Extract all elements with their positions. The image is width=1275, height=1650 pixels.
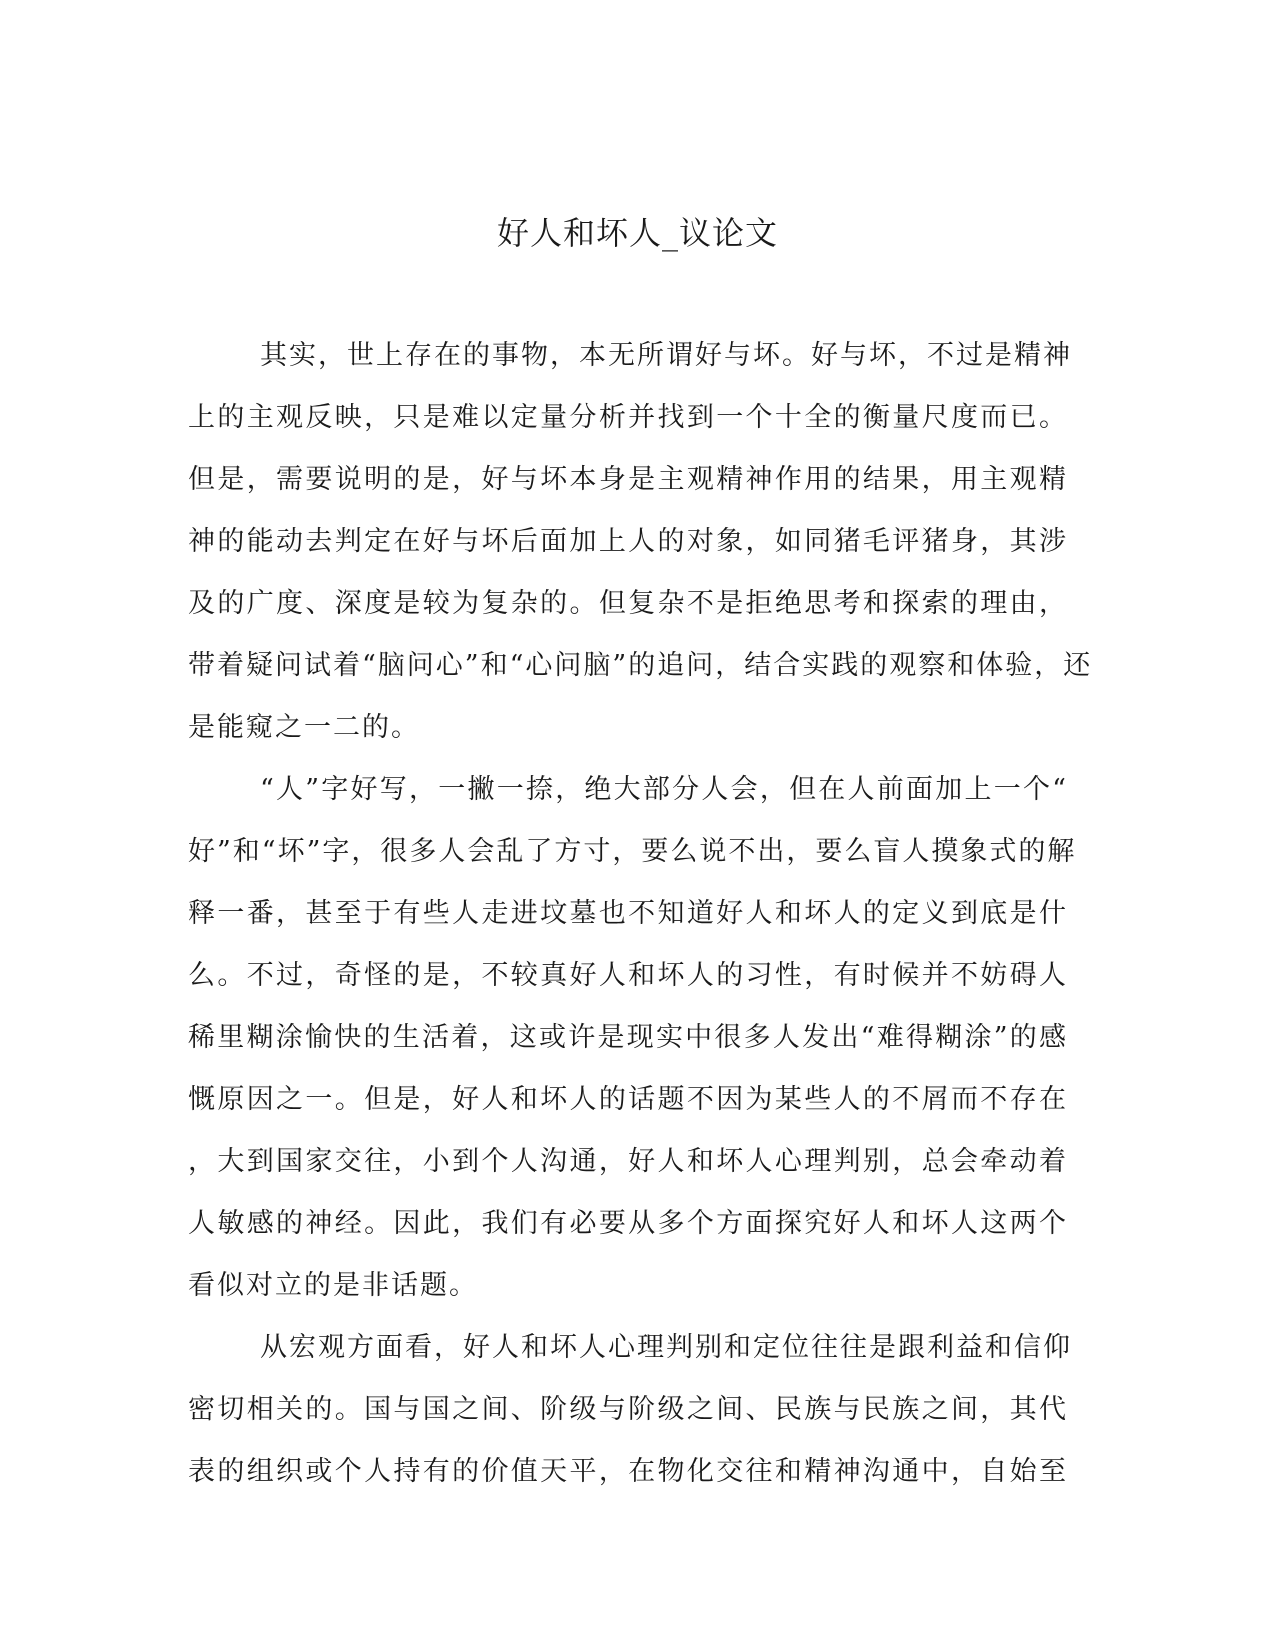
text-line: 密切相关的。国与国之间、阶级与阶级之间、民族与民族之间，其代 (188, 1394, 1068, 1425)
text-line: 及的广度、深度是较为复杂的。但复杂不是拒绝思考和探索的理由， (188, 588, 1068, 619)
text-line: 带着疑问试着“脑问心”和“心问脑”的追问，结合实践的观察和体验，还 (188, 650, 1093, 681)
text-line: 表的组织或个人持有的价值天平，在物化交往和精神沟通中，自始至 (188, 1456, 1068, 1487)
text-line: 从宏观方面看，好人和坏人心理判别和定位往往是跟利益和信仰 (260, 1332, 1072, 1363)
text-line: 人敏感的神经。因此，我们有必要从多个方面探究好人和坏人这两个 (188, 1208, 1068, 1239)
text-line: 好”和“坏”字，很多人会乱了方寸，要么说不出，要么盲人摸象式的解 (188, 836, 1077, 867)
text-line: 慨原因之一。但是，好人和坏人的话题不因为某些人的不屑而不存在 (188, 1084, 1068, 1115)
text-line: 其实，世上存在的事物，本无所谓好与坏。好与坏，不过是精神 (260, 340, 1072, 371)
document-title: 好人和坏人_议论文 (496, 214, 778, 252)
document-body (188, 325, 1093, 1503)
text-line: 么。不过，奇怪的是，不较真好人和坏人的习性，有时候并不妨碍人 (188, 960, 1068, 991)
text-line: 看似对立的是非话题。 (188, 1270, 478, 1301)
text-line: 是能窥之一二的。 (188, 712, 420, 743)
text-line: 上的主观反映，只是难以定量分析并找到一个十全的衡量尺度而已。 (188, 402, 1068, 433)
text-line: ，大到国家交往，小到个人沟通，好人和坏人心理判别，总会牵动着 (188, 1146, 1068, 1177)
text-line: “人”字好写，一撇一捺，绝大部分人会，但在人前面加上一个“ (260, 774, 1068, 805)
text-line: 稀里糊涂愉快的生活着，这或许是现实中很多人发出“难得糊涂”的感 (188, 1022, 1068, 1053)
text-line: 释一番，甚至于有些人走进坟墓也不知道好人和坏人的定义到底是什 (188, 898, 1068, 929)
text-line: 但是，需要说明的是，好与坏本身是主观精神作用的结果，用主观精 (188, 464, 1068, 495)
text-line: 神的能动去判定在好与坏后面加上人的对象，如同猪毛评猪身，其涉 (188, 526, 1068, 557)
